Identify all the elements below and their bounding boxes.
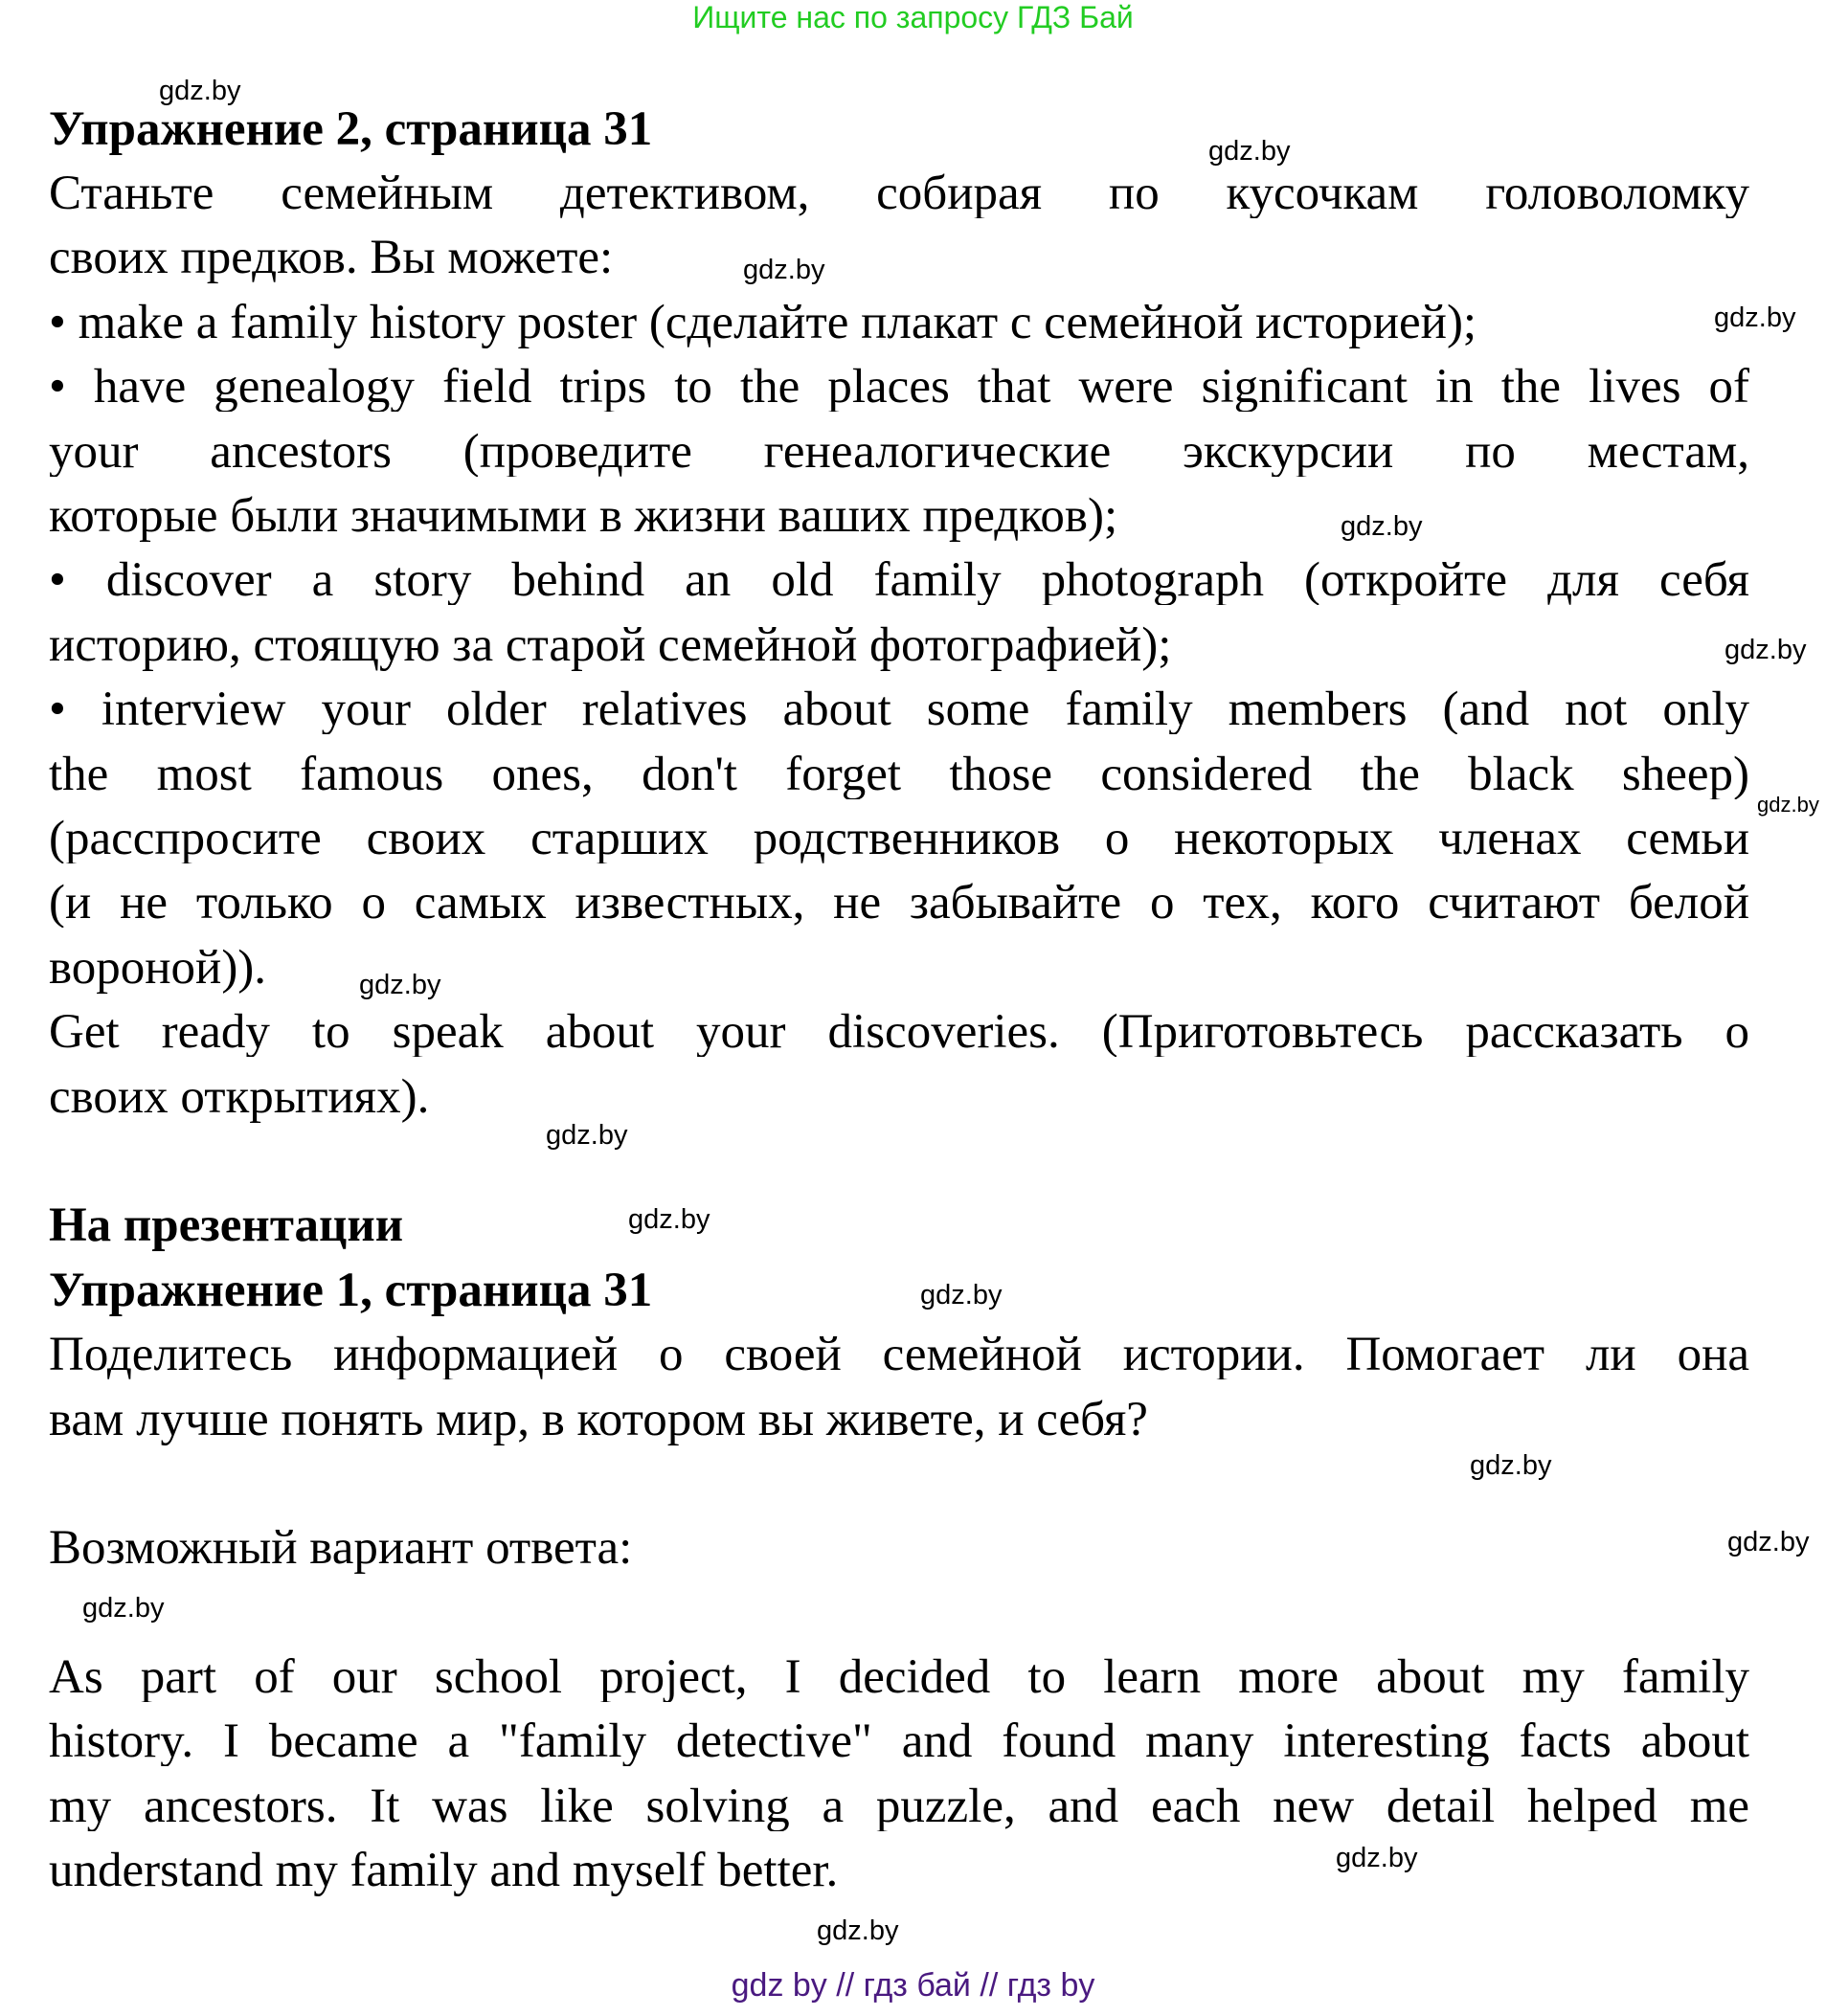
text-line: которые были значимыми в жизни ваших предков); (49, 489, 1118, 544)
watermark: gdz.by (1714, 302, 1796, 333)
watermark: gdz.by (817, 1915, 899, 1946)
text-line: your ancestors (проведите генеалогические экскурсии по местам, (49, 426, 1749, 477)
text-line: вам лучше понять мир, в котором вы живете, и себя? (49, 1392, 1148, 1446)
text-line: вороной)). (49, 940, 267, 995)
text-line: the most famous ones, don't forget those considered the black sheep) (49, 749, 1749, 799)
text-line: (расспросите своих старших родственников о некоторых членах семьи (49, 813, 1749, 863)
search-banner: Ищите нас по запросу ГДЗ Бай (692, 0, 1134, 34)
text-line: As part of our school project, I decided to learn more about my family (49, 1652, 1749, 1703)
text-line (49, 1588, 1749, 1638)
footer-links: gdz by // гдз бай // гдз by (731, 1967, 1095, 2004)
watermark: gdz.by (159, 76, 241, 106)
text-line: • make a family history poster (сделайте плакат с семейной историей); (49, 295, 1477, 349)
watermark: gdz.by (1757, 793, 1819, 817)
watermark: gdz.by (1208, 136, 1291, 167)
heading-line: На презентации (49, 1198, 404, 1253)
text-line: (и не только о самых известных, не забывайте о тех, кого считают белой (49, 878, 1749, 929)
text-line: my ancestors. It was like solving a puzzle, and each new detail helped me (49, 1781, 1749, 1831)
watermark: gdz.by (628, 1204, 710, 1235)
watermark: gdz.by (546, 1120, 628, 1151)
text-line: • have genealogy field trips to the places that were significant in the lives of (49, 362, 1749, 413)
text-line: understand my family and myself better. (49, 1844, 839, 1898)
text-line: Возможный вариант ответа: (49, 1521, 633, 1576)
text-line: своих предков. Вы можете: (49, 231, 614, 285)
watermark: gdz.by (1336, 1843, 1418, 1873)
watermark: gdz.by (743, 255, 825, 285)
text-line: Станьте семейным детективом, собирая по кусочкам головоломку (49, 168, 1749, 219)
watermark: gdz.by (1341, 511, 1423, 542)
watermark: gdz.by (920, 1280, 1003, 1310)
watermark: gdz.by (359, 970, 441, 1000)
heading-line: Упражнение 2, страница 31 (49, 101, 653, 156)
text-line: своих открытиях). (49, 1069, 430, 1124)
text-line: • interview your older relatives about some family members (and not only (49, 684, 1749, 735)
watermark: gdz.by (1470, 1450, 1552, 1481)
text-line: • discover a story behind an old family photograph (откройте для себя (49, 555, 1749, 606)
text-line: Get ready to speak about your discoveries. (Приготовьтесь рассказать о (49, 1007, 1749, 1058)
watermark: gdz.by (1725, 635, 1807, 665)
text-line: history. I became a "family detective" and found many interesting facts about (49, 1716, 1749, 1767)
heading-line: Упражнение 1, страница 31 (49, 1263, 653, 1317)
watermark: gdz.by (82, 1593, 165, 1624)
text-line: историю, стоящую за старой семейной фотографией); (49, 617, 1172, 672)
text-line (49, 1136, 1749, 1186)
watermark: gdz.by (1727, 1527, 1810, 1557)
document-body (49, 101, 1749, 1911)
text-line: Поделитесь информацией о своей семейной истории. Помогает ли она (49, 1330, 1749, 1380)
